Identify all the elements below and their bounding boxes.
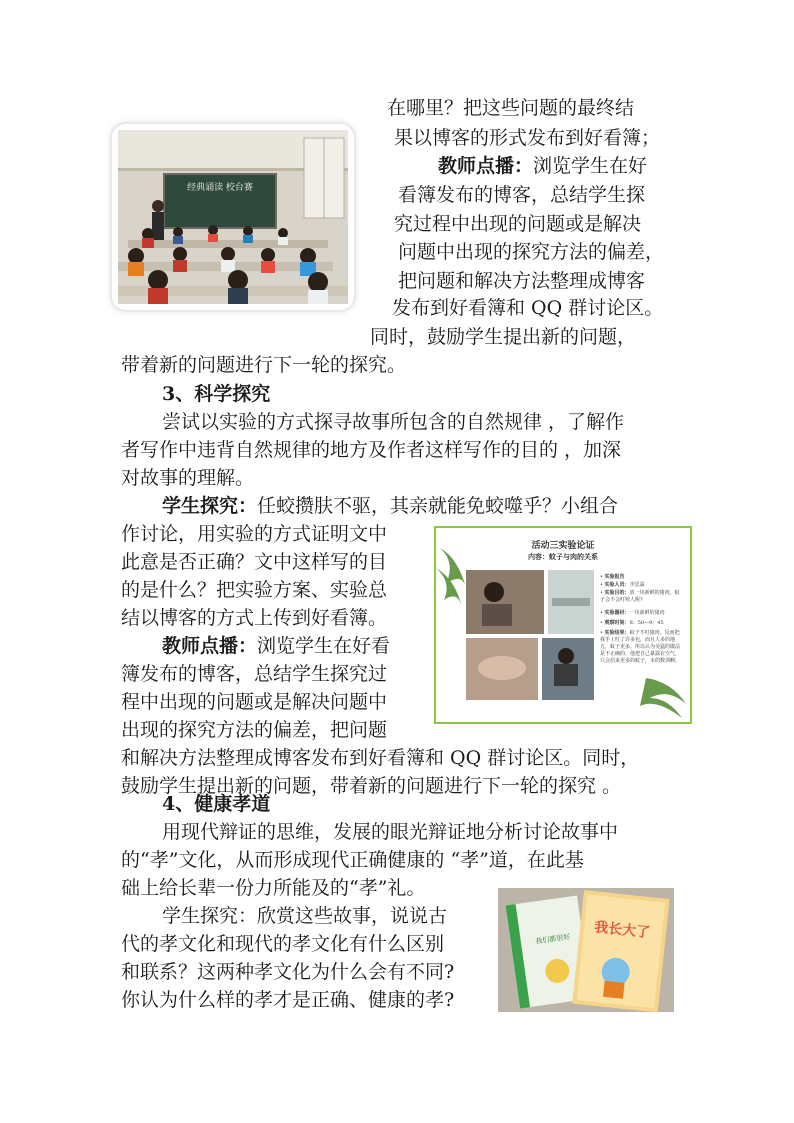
text-line: 果以博客的形式发布到好看簿； (394, 127, 661, 149)
classroom-photo (112, 124, 354, 310)
book2-title: 我长大了 (593, 919, 651, 942)
text-line: 你认为什么样的孝才是正确、健康的孝? (121, 989, 455, 1011)
text-line: 用现代辩证的思维，发展的眼光辩证地分析讨论故事中 (162, 821, 619, 843)
bullet-key: 实验报告 (604, 574, 625, 580)
text-line: 同时，鼓励学生提出新的问题， (370, 326, 637, 348)
classroom-photo-image (118, 130, 348, 304)
teacher-label: 教师点播： (162, 635, 258, 657)
book1-title: 我们都很好 (534, 932, 571, 946)
text-line: 带着新的问题进行下一轮的探究。 (121, 354, 407, 376)
bullet-key: 实验人员： (604, 582, 630, 588)
bullet-key: 实验器材： (604, 610, 630, 616)
slide-bullet: • 观察时间：8：50—9：45 (600, 620, 664, 626)
student-paragraph-line (162, 901, 447, 931)
student-paragraph-line (162, 491, 618, 521)
text-line: 此意是否正确？文中这样写的目 (121, 551, 388, 573)
text-line: 浏览学生在好 (533, 155, 648, 177)
bullet-value: 8：50—9：45 (629, 620, 664, 626)
text-line: 鼓励学生提出新的问题，带着新的问题进行下一轮的探究 。 (121, 775, 622, 797)
text-line: 结以博客的方式上传到好看簿。 (121, 607, 388, 629)
text-line: 尝试以实验的方式探寻故事所包含的自然规律 ，了解作 (162, 411, 625, 433)
books-photo (498, 888, 674, 1012)
slide-bullet: • 实验报告 (600, 574, 625, 580)
text-line: 代的孝文化和现代的孝文化有什么区别 (121, 933, 445, 955)
text-line: 础上给长辈一份力所能及的“孝”礼。 (121, 877, 426, 899)
teacher-label: 教师点播： (438, 155, 534, 177)
text-line: 程中出现的问题或是解决问题中 (121, 691, 388, 713)
text-line: 在哪里？把这些问题的最终结 (387, 97, 635, 119)
text-line: 浏览学生在好看 (257, 635, 391, 657)
bullet-value: 放一块新鲜的猪肉，蚊子会不会叮咬人呢? (600, 590, 680, 603)
text-line: 和联系？这两种孝文化为什么会有不同? (121, 961, 455, 983)
text-line: 的“孝”文化，从而形成现代正确健康的 “孝”道，在此基 (121, 849, 584, 871)
text-line: 究过程中出现的问题或是解决 (394, 213, 642, 235)
text-line: 问题中出现的探究方法的偏差， (398, 241, 665, 263)
text-line: 看簿发布的博客，总结学生探 (398, 184, 646, 206)
bullet-key: 实验结果： (604, 630, 630, 636)
student-label: 学生探究： (162, 495, 258, 517)
text-line: 的是什么？把实验方案、实验总 (121, 579, 388, 601)
student-label: 学生探究： (162, 905, 258, 927)
text-line: 出现的探究方法的偏差，把问题 (121, 719, 388, 741)
section-heading-4: 4、健康孝道 (162, 793, 271, 815)
teacher-paragraph-line (162, 631, 390, 661)
bullet-key: 观察时间： (604, 620, 630, 626)
text-line: 者写作中违背自然规律的地方及作者这样写作的目的 ，加深 (121, 439, 622, 461)
slide-bullet: • 实验目的：放一块新鲜的猪肉，蚊子会不会叮咬人呢? (600, 590, 680, 603)
text-line: 任蛟攒肤不驱，其亲就能免蛟噬乎？小组合 (257, 495, 619, 517)
slide-title: 活动三实验论证 (531, 541, 595, 551)
bullet-key: 实验目的： (604, 590, 630, 596)
text-line: 和解决方法整理成博客发布到好看簿和 QQ 群讨论区。同时， (121, 747, 640, 769)
experiment-slide (434, 526, 692, 724)
text-line: 簿发布的博客，总结学生探究过 (121, 663, 388, 685)
bullet-value: 李思霖 (629, 582, 645, 588)
slide-subtitle: 内容：蚊子与肉的关系 (528, 552, 598, 561)
slide-bullet: • 实验结果：蚊子不叮猪肉，反而把我手上叮了许多包，而且人多的地方，蚊子更多。所以认为吴猛的做法是不正确的，他把自己暴露在空气，只会招来更多的蚊子，本的数训啊。 (600, 630, 681, 664)
board-text: 经典诵读 校台赛 (187, 183, 253, 193)
bullet-value: 一块新鲜的猪肉 (629, 610, 665, 616)
slide-bullet: • 实验器材：一块新鲜的猪肉 (600, 610, 665, 616)
text-line: 把问题和解决方法整理成博客 (398, 270, 646, 292)
slide-bullet: • 实验人员：李思霖 (600, 582, 645, 588)
teacher-paragraph-line (438, 151, 647, 181)
text-line: 作讨论，用实验的方式证明文中 (121, 523, 388, 545)
section-heading-3: 3、科学探究 (162, 383, 271, 405)
text-line: 发布到好看簿和 QQ 群讨论区。 (392, 297, 664, 319)
text-line: 对故事的理解。 (121, 467, 255, 489)
books-photo-image (498, 888, 674, 1012)
bullet-value: 蚊子不叮猪肉，反而把我手上叮了许多包，而且人多的地方，蚊子更多。所以认为吴猛的做法是不正确的，他把自己暴露在空气，只会招来更多的蚊子，本的数训啊。 (600, 630, 681, 664)
text-line: 欣赏这些故事，说说古 (257, 905, 448, 927)
